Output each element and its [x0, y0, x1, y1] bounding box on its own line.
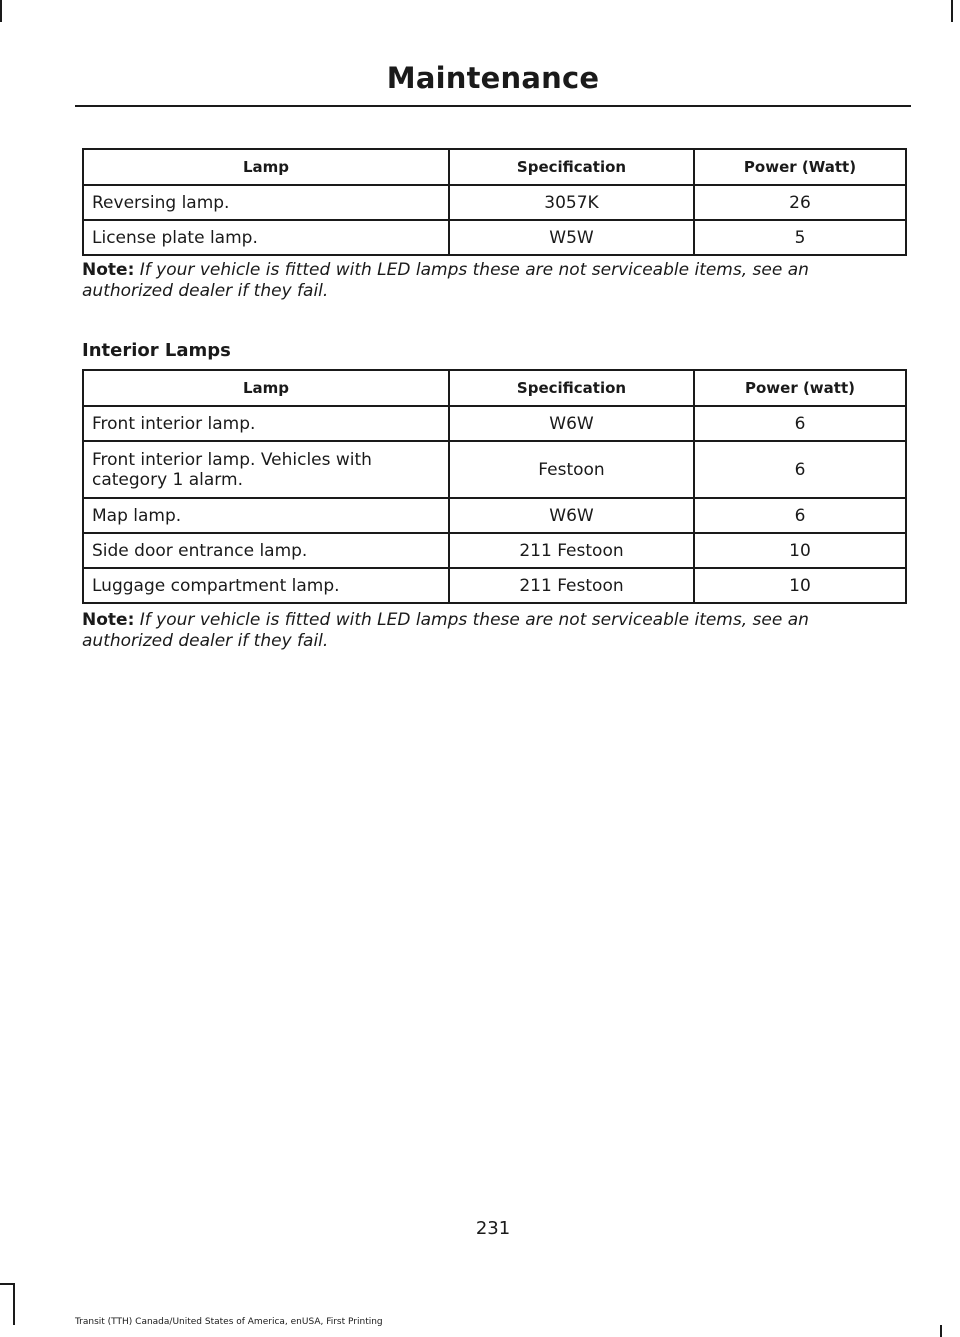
lamp-cell: Reversing lamp. — [83, 185, 449, 220]
note-label: Note: — [82, 610, 135, 630]
crop-mark-bottom-left-vertical — [13, 1283, 15, 1325]
power-cell: 6 — [694, 498, 906, 533]
specification-cell: Festoon — [449, 441, 694, 498]
column-header-lamp: Lamp — [83, 149, 449, 185]
page-title: Maintenance — [386, 61, 600, 95]
specification-cell: W6W — [449, 498, 694, 533]
power-cell: 6 — [694, 441, 906, 498]
table-row — [83, 185, 906, 220]
power-cell: 5 — [694, 220, 906, 255]
crop-mark-top-right — [951, 0, 953, 22]
edition-footer: Transit (TTH) Canada/United States of America, enUSA, First Printing — [75, 1317, 383, 1327]
lamp-cell: Front interior lamp. Vehicles with category 1 alarm. — [83, 441, 449, 498]
specification-cell: 211 Festoon — [449, 533, 694, 568]
exterior-lamps-table — [82, 148, 907, 256]
note-label: Note: — [82, 260, 135, 280]
power-cell: 6 — [694, 406, 906, 441]
note-text: If your vehicle is fitted with LED lamps these are not serviceable items, see an authorized dealer if they fail. — [82, 260, 809, 301]
lamp-cell: License plate lamp. — [83, 220, 449, 255]
column-header-power: Power (watt) — [694, 370, 906, 406]
column-header-specification: Specification — [449, 370, 694, 406]
specification-cell: W5W — [449, 220, 694, 255]
table-row — [83, 568, 906, 603]
note-exterior — [82, 260, 882, 302]
column-header-specification: Specification — [449, 149, 694, 185]
lamp-cell: Front interior lamp. — [83, 406, 449, 441]
lamp-cell: Side door entrance lamp. — [83, 533, 449, 568]
column-header-power: Power (Watt) — [694, 149, 906, 185]
table-row — [83, 441, 906, 498]
note-interior — [82, 610, 882, 652]
specification-cell: W6W — [449, 406, 694, 441]
interior-lamps-table — [82, 369, 907, 604]
specification-cell: 3057K — [449, 185, 694, 220]
crop-mark-bottom-left — [0, 1283, 14, 1285]
table-row — [83, 406, 906, 441]
column-header-lamp: Lamp — [83, 370, 449, 406]
note-text: If your vehicle is fitted with LED lamps these are not serviceable items, see an authorized dealer if they fail. — [82, 610, 809, 651]
page-number: 231 — [475, 1218, 511, 1239]
lamp-cell: Luggage compartment lamp. — [83, 568, 449, 603]
header-divider — [75, 105, 911, 107]
table-header-row — [83, 149, 906, 185]
power-cell: 10 — [694, 568, 906, 603]
crop-mark-bottom-right — [940, 1325, 942, 1337]
lamp-cell: Map lamp. — [83, 498, 449, 533]
table-row — [83, 498, 906, 533]
crop-mark-top-left — [0, 0, 2, 22]
table-row — [83, 533, 906, 568]
power-cell: 10 — [694, 533, 906, 568]
table-header-row — [83, 370, 906, 406]
table-row — [83, 220, 906, 255]
power-cell: 26 — [694, 185, 906, 220]
section-heading-interior-lamps: Interior Lamps — [82, 340, 231, 361]
specification-cell: 211 Festoon — [449, 568, 694, 603]
